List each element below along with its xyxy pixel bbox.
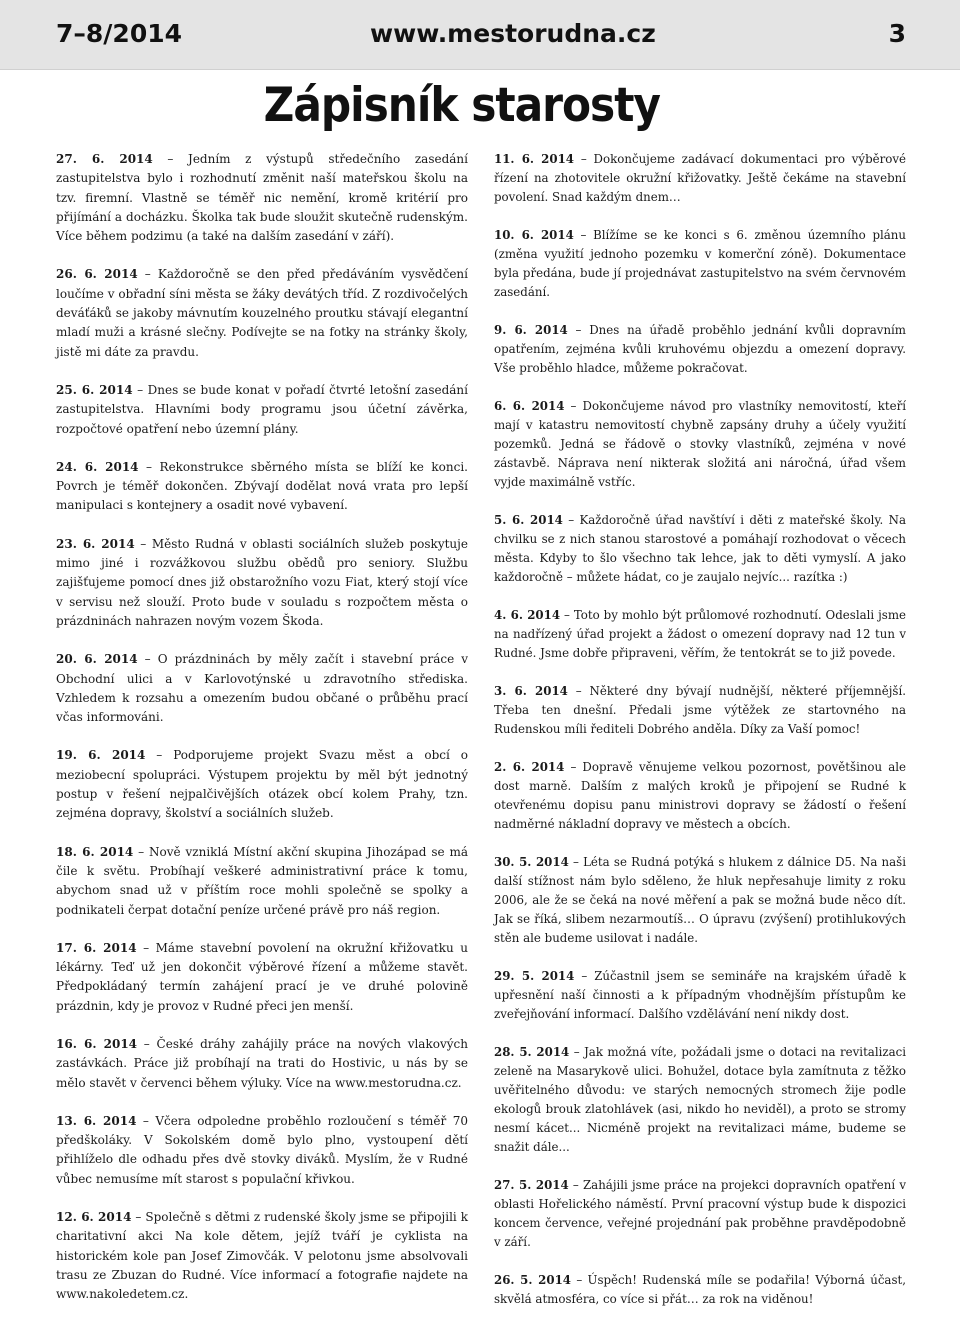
entry-date: 29. 5. 2014 [494,969,575,983]
entry-date: 28. 5. 2014 [494,1045,570,1059]
entry-date: 11. 6. 2014 [494,152,575,166]
entry-text: – Každoročně se den před předáváním vysvědčení loučíme v obřadní síni města se žáky devátých tříd. Z rozdivočelých deváťáků se jakoby mávnutím kouzelného proutku stávají elegantní mladí muži a krásné slečny. Podívejte se na fotky na stránky školy, jistě mi dáte za pravdu. [56,267,468,359]
entry-text: – Dopravě věnujeme velkou pozornost, povětšinou ale dost marně. Dalším z malých kroků je připojení se Rudné k otevřenému dopisu panu ministrovi dopravy se žádostí o řešení nadměrné nákladní dopravy ve městech a obcích. [494,760,907,831]
diary-entry [494,397,906,492]
entry-date: 9. 6. 2014 [494,323,568,337]
diary-entry [56,843,468,920]
entry-text: – Společně s dětmi z rudenské školy jsme se připojili k charitativní akci Na kole dětem, jejíž tváří je cyklista na historickém kole pan Josef Zimovčák. V pelotonu jsme absolvovali trasu ze Zbuzan do Rudné. Více informací a fotografie najdete na www.nakoledetem.cz. [56,1210,468,1302]
entry-date: 20. 6. 2014 [56,652,138,667]
diary-entry [494,853,906,948]
entry-date: 10. 6. 2014 [494,228,574,242]
diary-entry [494,1176,906,1252]
entry-date: 4. 6. 2014 [494,608,561,622]
entry-text: – Zahájili jsme práce na projekci dopravních opatření v oblasti Hořelického náměstí. První pracovní výstup bude k dispozici koncem července, veřejné projednání pak proběhne pravděpodobně v září. [494,1178,906,1249]
diary-entry [494,321,906,378]
entry-text: – Každoročně úřad navštíví i děti z mateřské školy. Na chvilku se z nich stanou starostové a pomáhají rozhodovat o věcech města. Kdyby to šlo všechno tak lehce, jak to děti vymyslí. A jako každoročně – můžete hádat, co je zaujalo nejvíc... razítka :) [494,513,906,584]
diary-entry [56,458,468,516]
entry-text: – Nově vzniklá Místní akční skupina Jihozápad se má čile k světu. Probíhají veškeré administrativní práce k tomu, abychom snad už v příštím roce mohli společně se spolky a podnikateli čerpat dotační peníze určené právě pro náš region. [56,844,468,917]
diary-entry [494,226,906,302]
entry-date: 16. 6. 2014 [56,1036,138,1051]
entry-date: 2. 6. 2014 [494,760,565,774]
entry-text: – Dnes se bude konat v pořadí čtvrté letošní zasedání zastupitelstva. Hlavními body programu jsou účetní závěrka, rozpočtové opatření nebo územní plány. [56,382,468,436]
entry-date: 13. 6. 2014 [56,1113,137,1128]
entry-text: – Léta se Rudná potýká s hlukem z dálnice D5. Na naši další stížnost nám bylo sděleno, že hluk nepřesahuje limity z roku 2006, ale že se čeká na nové měření a pak se možná bude něco dít. Jak se říká, slibem nezarmoutíš… O úpravu (zvýšení) protihlukových stěn ale budeme usilovat i nadále. [494,855,907,945]
entry-date: 19. 6. 2014 [56,748,146,763]
entry-date: 25. 6. 2014 [56,382,133,397]
entry-text: – Dnes na úřadě proběhlo jednání kvůli dopravním opatřením, zejména kvůli kruhovému objezdu a omezení dopravy. Vše proběhlo hladce, můžeme pokračovat. [494,323,906,375]
entry-date: 6. 6. 2014 [494,399,565,413]
website-link[interactable]: www.mestorudna.cz [370,19,656,48]
entry-text: – Některé dny bývají nudnější, některé příjemnější. Třeba ten dnešní. Předali jsme výtěžek ze startovného na Rudenskou míli řediteli Dobrého anděla. Díky za Vaší pomoc! [494,684,906,736]
entry-date: 12. 6. 2014 [56,1210,132,1225]
diary-entry [494,1271,906,1309]
entry-text: – Jedním z výstupů středečního zasedání zastupitelstva bylo i rozhodnutí změnit naší mateřskou školu na tzv. firemní. Vlastně se téměř nic nemění, kromě kritérií pro přijímání a docházku. Školka tak bude sloužit skutečně rudenským. Více během podzimu (a také na dalším zasedání v září). [56,152,468,244]
entry-text: – O prázdninách by měly začít i stavební práce v Obchodní ulici a v Karlovotýnské u zdravotního střediska. Vzhledem k rozsahu a omezením budou občané o průběhu prací včas informováni. [56,652,468,725]
entry-text: – Podporujeme projekt Svazu měst a obcí o meziobecní spolupráci. Výstupem projektu by měl být jednotný postup v řešení nejpalčivějších otázek obcí kolem Prahy, tzn. zejména dopravy, školství a sociálních služeb. [56,748,468,821]
entry-text: – Zúčastnil jsem se semináře na krajském úřadě k upřesnění naší činnosti a k případným vhodnějším přístupům ke zveřejňování informací. Dalšího vzdělávání není nikdy dost. [494,969,906,1021]
entry-date: 17. 6. 2014 [56,940,137,955]
diary-entry [56,939,468,1016]
entry-date: 5. 6. 2014 [494,513,563,527]
entry-text: – Město Rudná v oblasti sociálních služeb poskytuje mimo jiné i rozvážkovou službu obědů pro seniory. Službu zajišťujeme pomocí dnes již obstarožního vozu Fiat, který stojí více v servisu než slouží. Proto bude v souladu s rozpočtem města o prázdninách nahrazen novým vozem Škoda. [56,536,468,628]
diary-entry [56,650,468,727]
diary-entry [56,746,468,823]
diary-entry [494,1043,906,1157]
entry-text: – Máme stavební povolení na okružní křižovatku u lékárny. Teď už jen dokončit výběrové řízení a můžeme stavět. Předpokládaný termín zahájení prací je ve druhé polovině prázdnin, kdy je provoz v Rudné přeci jen menší. [56,940,468,1013]
entry-text: – Blížíme se ke konci s 6. změnou územního plánu (změna využití jednoho pozemku v komerční zóně). Dokumentace byla předána, bude jí projednávat zastupitelstvo na svém červnovém zasedání. [494,228,906,299]
entry-date: 24. 6. 2014 [56,459,139,474]
diary-entry [494,682,906,739]
entry-date: 27. 5. 2014 [494,1178,569,1192]
diary-entry [56,535,468,631]
entry-text: – Rekonstrukce sběrného místa se blíží ke konci. Povrch je téměř dokončen. Zbývají dodělat nová vrata pro lepší manipulaci s kontejnery a osadit nové vybavení. [56,459,468,513]
diary-entry [56,265,468,361]
diary-entry [494,758,906,834]
entry-date: 18. 6. 2014 [56,844,134,859]
diary-entry [56,1208,468,1304]
diary-entry [494,606,906,663]
entry-text: – Včera odpoledne proběhlo rozloučení s téměř 70 předškoláky. V Sokolském domě bylo plno, vystoupení dětí přihlíželo dle odhadu přes dvě stovky diváků. Myslím, že v Rudné vůbec nemusíme mít starost s populační křivkou. [56,1113,468,1186]
page-title: Zápisník starosty [263,78,660,133]
entry-text: – Dokončujeme zadávací dokumentaci pro výběrové řízení na zhotovitele okružní křižovatky. Ještě čekáme na stavební povolení. Snad každým dnem… [494,152,907,204]
entry-text: – České dráhy zahájily práce na nových vlakových zastávkách. Práce již probíhají na trati do Hostivic, u nás by se mělo stavět v červenci během výluky. Více na www.mestorudna.cz. [56,1036,468,1090]
page-header [0,0,960,70]
page-number: 3 [888,19,906,48]
entry-date: 26. 5. 2014 [494,1273,571,1287]
entry-date: 30. 5. 2014 [494,855,569,869]
entry-date: 23. 6. 2014 [56,536,135,551]
diary-entry [56,150,468,246]
diary-entry [56,1112,468,1189]
entry-text: – Jak možná víte, požádali jsme o dotaci na revitalizaci zeleně na Masarykově ulici. Bohužel, dotace byla zamítnuta z těžko uvěřitelného důvodu: ve starých nemocných stromech žije podle ekologů brouk zlatohlávek (asi, nikdo ho neviděl), a proto se stromy nesmí kácet... Nicméně projekt na revitalizaci máme, budeme se snažit dále... [494,1045,907,1154]
entry-text: – Dokončujeme návod pro vlastníky nemovitostí, kteří mají v katastru nemovitostí chybně zapsány druhy a účely využití pozemků. Jedná se řádově o stovky vlastníků, zejména v nové zástavbě. Náprava není nikterak složitá ani náročná, úřad všem vyjde maximálně vstříc. [494,399,907,489]
diary-entry [56,381,468,439]
entry-text: – Úspěch! Rudenská míle se podařila! Výborná účast, skvělá atmosféra, co více si přát… za rok na viděnou! [494,1273,907,1306]
issue-number: 7–8/2014 [56,19,183,48]
diary-entry [494,150,906,207]
diary-entry [56,1035,468,1093]
right-column [494,150,906,1328]
entry-text: – Toto by mohlo být průlomové rozhodnutí. Odeslali jsme na nadřízený úřad projekt a žádost o omezení dopravy nad 12 tun v Rudné. Jsme dobře připraveni, věřím, že tentokrát se to již povede. [494,608,906,660]
left-column [56,150,468,1324]
entry-date: 26. 6. 2014 [56,267,138,282]
diary-entry [494,511,906,587]
entry-date: 27. 6. 2014 [56,152,153,166]
diary-entry [494,967,906,1024]
entry-date: 3. 6. 2014 [494,684,568,698]
